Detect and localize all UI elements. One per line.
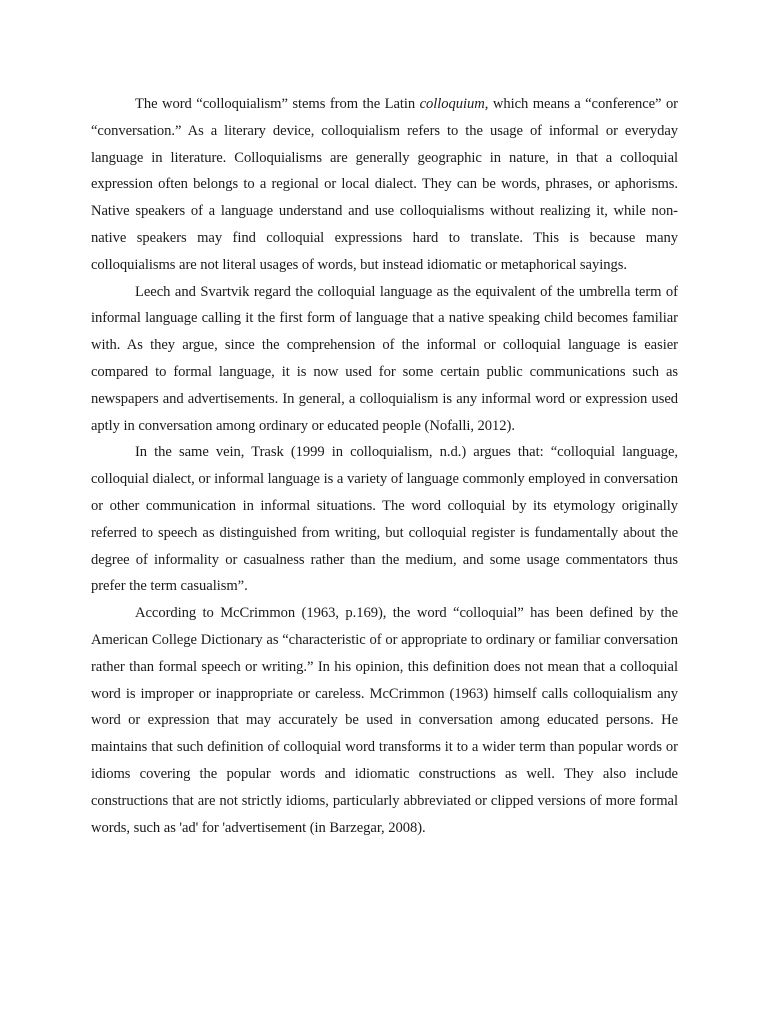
paragraph-3: In the same vein, Trask (1999 in colloquialism, n.d.) argues that: “colloquial language, colloquial dialect, or informal language is a variety of language commonly employed in conversation or other communication in informal situations. The word colloquial by its etymology originally referred to speech as distinguished from writing, but colloquial register is fundamentally about the degree of informality or casualness rather than the medium, and some usage commentators thus prefer the term casualism”. — [91, 444, 678, 595]
paragraph-4: According to McCrimmon (1963, p.169), the word “colloquial” has been defined by the American College Dictionary as “characteristic of or appropriate to ordinary or familiar conversation rather than formal speech or writing.” In his opinion, this definition does not mean that a colloquial word is improper or inappropriate or careless. McCrimmon (1963) himself calls colloquialism any word or expression that may accurately be used in conversation among educated persons. He maintains that such definition of colloquial word transforms it to a wider term than popular words or idioms covering the popular words and idiomatic constructions as well. They also include constructions that are not strictly idioms, particularly abbreviated or clipped versions of more formal words, such as 'ad' for 'advertisement (in Barzegar, 2008). — [91, 605, 678, 836]
paragraph-2: Leech and Svartvik regard the colloquial language as the equivalent of the umbrella term of informal language calling it the first form of language that a native speaking child becomes familiar with. As they argue, since the comprehension of the informal or colloquial language is easier compared to formal language, it is now used for some certain public communications such as newspapers and advertisements. In general, a colloquialism is any informal word or expression used aptly in conversation among ordinary or educated people (Nofalli, 2012). — [91, 283, 678, 434]
paragraph-1-lead: The word “colloquialism” stems from the Latin — [135, 96, 420, 112]
paragraph-1 — [91, 91, 678, 279]
body-text — [91, 91, 678, 841]
paragraph-1-rest: which means a “conference” or “conversation.” As a literary device, colloquialism refers to the usage of informal or everyday language in literature. Colloquialisms are generally geographic in nature, in that a colloquial expression often belongs to a regional or local dialect. They can be words, phrases, or aphorisms. Native speakers of a language understand and use colloquialisms without realizing it, while non-native speakers may find colloquial expressions hard to translate. This is because many colloquialisms are not literal usages of words, but instead idiomatic or metaphorical sayings. — [91, 96, 678, 273]
latin-term: colloquium, — [419, 96, 489, 112]
